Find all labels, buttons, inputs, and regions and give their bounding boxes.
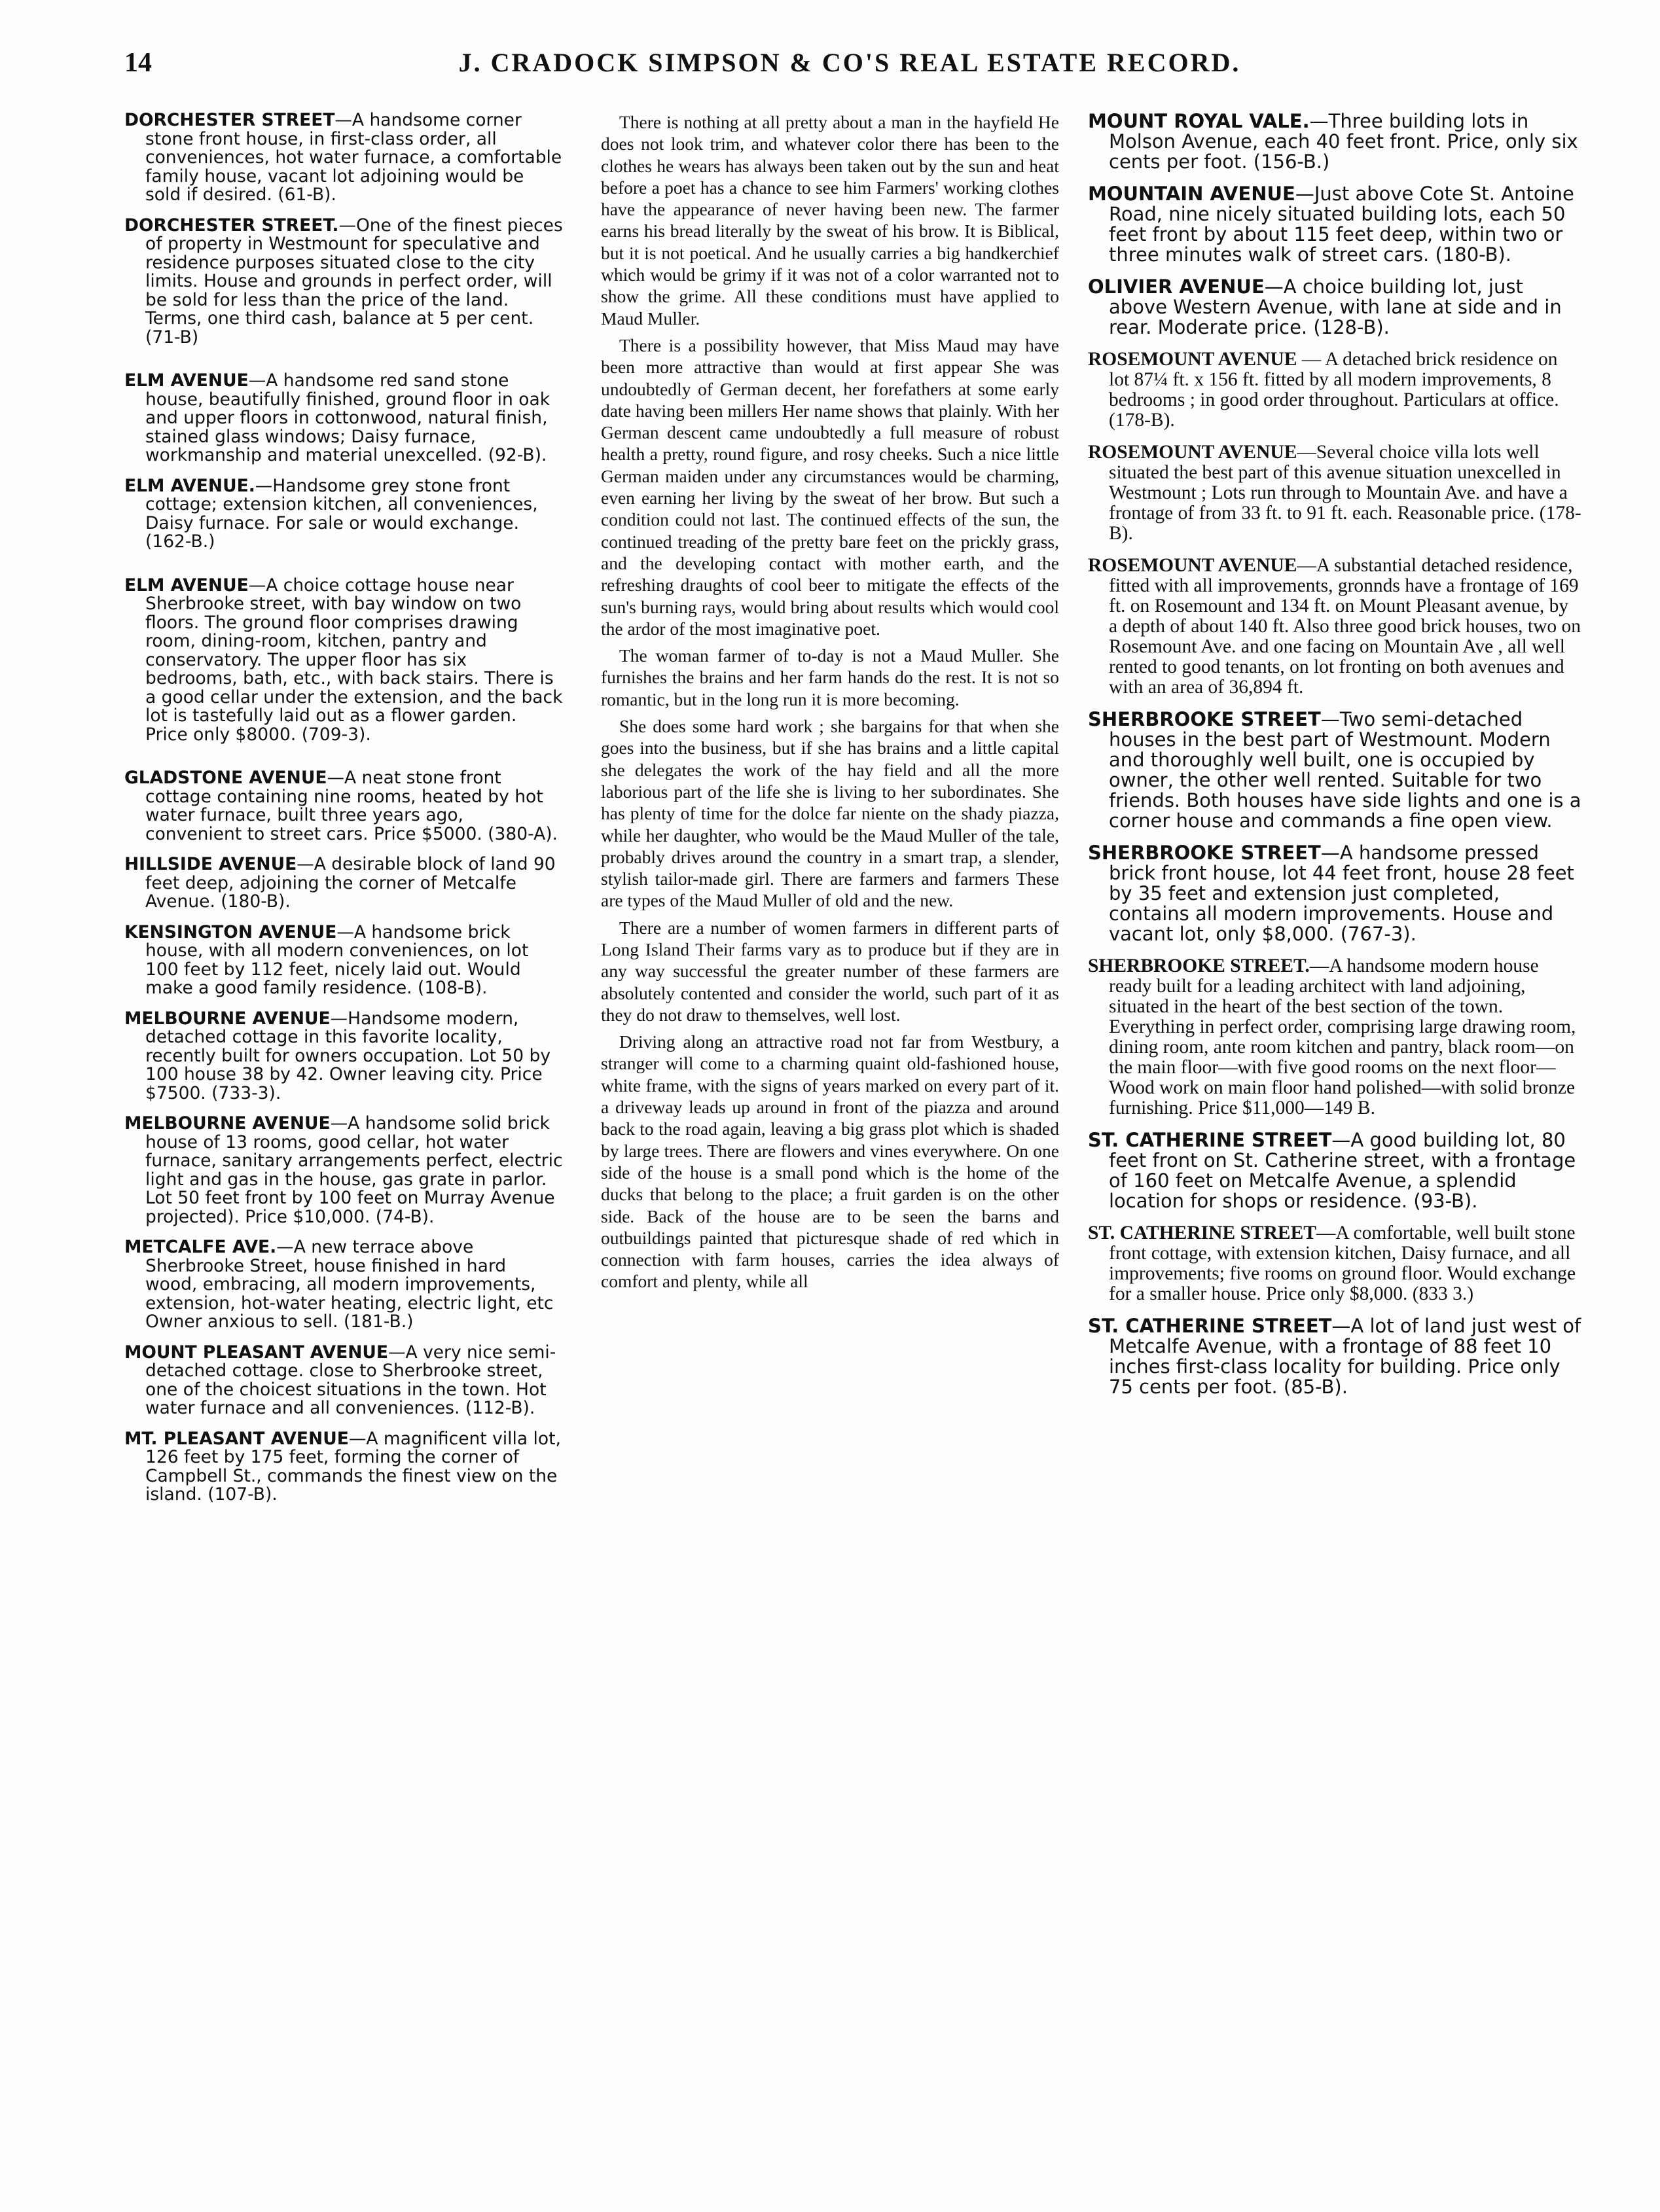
left-column: [124, 111, 563, 2173]
article-paragraph: She does some hard work ; she bargains for that when she goes into the business, but if she has brains and a little capital she delegates the work of the hay field and all the more laborious part of the life she is living to her subordinates. She has plenty of time for the dolce far niente on the shady piazza, while her daughter, who would be the Maud Muller of the tale, probably drives around the country in a smart trap, a slender, stylish tailor-made girl. There are farmers and farmers These are types of the Maud Muller of old and the new.: [601, 716, 1059, 911]
listing-street: ELM AVENUE: [124, 370, 249, 391]
listing-street: ELM AVENUE.: [124, 475, 255, 496]
article-paragraph: Driving along an attractive road not far from Westbury, a stranger will come to a charming quaint old-fashioned house, white frame, with the signs of years marked on every part of it. a driveway leads up around in front of the piazza and around back to the road again, leaving a big grass plot which is shaded by large trees. There are flowers and vines everywhere. On one side of the house is a small pond which is the home of the ducks that belong to the place; a fruit garden is on the other side. Back of the house are to be seen the barns and outbuildings painted that picturesque shade of red which in connection with farm houses, carries the idea always of comfort and plenty, while all: [601, 1031, 1059, 1292]
listing: [124, 372, 563, 465]
running-title: J. CRADOCK SIMPSON & CO'S REAL ESTATE RECORD.: [458, 48, 1241, 77]
listing: [1088, 709, 1581, 831]
listing: [124, 855, 563, 912]
article-paragraph: There are a number of women farmers in different parts of Long Island Their farms vary as to produce but if they are in any way successful the greater number of these farmers are absolutely contented and consider the world, such part of it as they do not draw to themselves, well lost.: [601, 917, 1059, 1025]
middle-column: [601, 111, 1059, 2173]
listing: [124, 1344, 563, 1418]
listing: [1088, 111, 1581, 172]
listing-street: ROSEMOUNT AVENUE: [1088, 442, 1297, 463]
listing-text: —A magnificent villa lot, 126 feet by 175 feet, forming the corner of Campbell St., commands the finest view on the island. (107-B).: [145, 1428, 561, 1505]
listing-street: ST. CATHERINE STREET: [1088, 1129, 1332, 1151]
listing-text: —A handsome modern house ready built for a leading architect with land adjoining, situated in the heart of the best section of the town. Everything in perfect order, comprising large drawing room, dining room, ante room kitchen and pantry, black room—on the main floor—with five good rooms on the next floor—Wood work on main floor hand polished—with solid bronze furnishing. Price $11,000—149 B.: [1109, 955, 1576, 1118]
listing: [1088, 349, 1581, 431]
listing-text: —A new terrace above Sherbrooke Street, house finished in hard wood, embracing, all modern improvements, extension, hot-water heating, electric light, etc Owner anxious to sell. (181-B.): [145, 1237, 554, 1332]
listing-street: MOUNT PLEASANT AVENUE: [124, 1342, 389, 1363]
listing-text: —A lot of land just west of Metcalfe Avenue, with a frontage of 88 feet 10 inches first-class locality for building. Price only 75 cents per foot. (85-B).: [1109, 1315, 1581, 1398]
listing-text: —A choice cottage house near Sherbrooke street, with bay window on two floors. The ground floor comprises drawing room, dining-room, kitchen, pantry and conservatory. The upper floor has six bedrooms, bath, etc., with back stairs. There is a good cellar under the extension, and the back lot is tastefully laid out as a flower garden. Price only $8000. (709-3).: [145, 575, 563, 745]
page-number: 14: [124, 48, 152, 78]
listing: [1088, 1316, 1581, 1397]
listing: [124, 111, 563, 205]
listing: [124, 577, 563, 745]
listing-text: —A very nice semi-detached cottage. close to Sherbrooke street, one of the choicest situations in the town. Hot water furnace and all conveniences. (112-B).: [145, 1342, 556, 1418]
listing: [1088, 843, 1581, 944]
listing-street: MELBOURNE AVENUE: [124, 1008, 331, 1029]
listing-street: ROSEMOUNT AVENUE: [1088, 555, 1297, 576]
listing-street: HILLSIDE AVENUE: [124, 854, 297, 874]
listing-street: ROSEMOUNT AVENUE: [1088, 349, 1297, 370]
listing-street: ST. CATHERINE STREET: [1088, 1315, 1332, 1337]
listing-text: —Handsome modern, detached cottage in this favorite locality, recently built for owners occupation. Lot 50 by 100 house 38 by 42. Owner leaving city. Price $7500. (733-3).: [145, 1008, 551, 1103]
listing-street: SHERBROOKE STREET: [1088, 708, 1321, 730]
listing-street: MELBOURNE AVENUE: [124, 1113, 331, 1133]
listing: [1088, 442, 1581, 544]
listing-street: ST. CATHERINE STREET: [1088, 1222, 1316, 1243]
page-header: [124, 47, 1575, 86]
listing: [124, 217, 563, 348]
listing-street: MT. PLEASANT AVENUE: [124, 1428, 349, 1449]
listing-text: —A handsome red sand stone house, beautifully finished, ground floor in oak and upper floors in cottonwood, natural finish, stained glass windows; Daisy furnace, workmanship and material unexcelled. (92-B).: [145, 370, 550, 465]
listing: [124, 1115, 563, 1226]
listing: [1088, 184, 1581, 265]
listing-street: DORCHESTER STREET.: [124, 215, 339, 236]
listing-text: —A good building lot, 80 feet front on St. Catherine street, with a frontage of 160 feet on Metcalfe Avenue, a splendid location for shops or residence. (93-B).: [1109, 1129, 1576, 1212]
listing: [1088, 1223, 1581, 1304]
listing: [124, 769, 563, 844]
article-paragraph: The woman farmer of to-day is not a Maud Muller. She furnishes the brains and her farm hands do the rest. It is not so romantic, but in the long run it is more becoming.: [601, 645, 1059, 709]
listing-text: —Just above Cote St. Antoine Road, nine nicely situated building lots, each 50 feet front by about 115 feet deep, within two or three minutes walk of street cars. (180-B).: [1109, 183, 1574, 266]
listing-text: —Several choice villa lots well situated the best part of this avenue situation unexcelled in Westmount ; Lots run through to Mountain Ave. and have a frontage of from 33 ft. to 91 ft. each. Reasonable price. (178-B).: [1109, 442, 1581, 544]
listing-text: —A handsome pressed brick front house, lot 44 feet front, house 28 feet by 35 feet and extension just completed, contains all modern improvements. House and vacant lot, only $8,000. (767-3).: [1109, 842, 1574, 945]
listing: [124, 923, 563, 998]
listing-text: —One of the finest pieces of property in Westmount for speculative and residence purposes situated close to the city limits. House and grounds in perfect order, will be sold for less than the price of the land. Terms, one third cash, balance at 5 per cent. (71-B): [145, 215, 563, 348]
listing-text: —Two semi-detached houses in the best part of Westmount. Modern and thoroughly well built, one is occupied by owner, the other well rented. Suitable for two friends. Both houses have side lights and one is a corner house and commands a fine open view.: [1109, 708, 1581, 832]
listing-street: GLADSTONE AVENUE: [124, 768, 327, 788]
listing-text: —A handsome corner stone front house, in first-class order, all conveniences, hot water furnace, a comfortable family house, vacant lot adjoining would be sold if desired. (61-B).: [145, 111, 562, 205]
listing: [1088, 556, 1581, 698]
listing-text: —A handsome brick house, with all modern conveniences, on lot 100 feet by 112 feet, nicely laid out. Would make a good family residence. (108-B).: [145, 921, 529, 998]
article-paragraph: There is nothing at all pretty about a man in the hayfield He does not look trim, and whatever color there has been to the clothes he wears has always been taken out by the sun and heat before a poet has a chance to see him Farmers' working clothes have the appearance of never having been new. The farmer earns his bread literally by the sweat of his brow. It is Biblical, but it is not poetical. And he usually carries a big handkerchief which would be grimy if it was not of a color warranted not to show the grime. All these conditions must have applied to Maud Muller.: [601, 112, 1059, 329]
listing: [124, 477, 563, 552]
listing-text: —A choice building lot, just above Western Avenue, with lane at side and in rear. Moderate price. (128-B).: [1109, 276, 1562, 338]
listing-text: —A comfortable, well built stone front cottage, with extension kitchen, Daisy furnace, and all improvements; five rooms on ground floor. Would exchange for a smaller house. Price only $8,000. (833 3.): [1109, 1222, 1576, 1304]
listing-street: DORCHESTER STREET: [124, 111, 335, 130]
listing: [1088, 1130, 1581, 1211]
listing-text: —Handsome grey stone front cottage; extension kitchen, all conveniences, Daisy furnace. For sale or would exchange. (162-B.): [145, 475, 538, 552]
article-paragraph: There is a possibility however, that Miss Maud may have been more attractive than would at first appear She was undoubtedly of German decent, her forefathers at some early date having been millers Her name shows that plainly. With her German descent came undoubtedly a full measure of robust health a pretty, round figure, and rosy cheeks. Such a nice little German maiden under any circumstances would be charming, even earning her living by the sweat of her brow. But such a condition could not last. The continued effects of the sun, the continued treading of the pretty bare feet on the prickly grass, and the developing contact with mother earth, and the refreshing draughts of cool beer to mitigate the effects of the sun's burning rays, would bring about results which would cool the ardor of the most imaginative poet.: [601, 334, 1059, 639]
listing-street: KENSINGTON AVENUE: [124, 921, 337, 942]
listing-street: METCALFE AVE.: [124, 1237, 277, 1257]
right-column: [1088, 111, 1581, 2173]
listing-text: —A desirable block of land 90 feet deep, adjoining the corner of Metcalfe Avenue. (180-B).: [145, 854, 556, 912]
listing-street: MOUNT ROYAL VALE.: [1088, 111, 1310, 132]
listing: [1088, 956, 1581, 1118]
listing: [124, 1238, 563, 1332]
listing-street: MOUNTAIN AVENUE: [1088, 183, 1295, 205]
listing-text: — A detached brick residence on lot 87¼ ft. x 156 ft. fitted by all modern improvements, 8 bedrooms ; in good order throughout. Particulars at office. (178-B).: [1109, 349, 1559, 431]
listing-street: SHERBROOKE STREET: [1088, 842, 1321, 864]
listing: [1088, 277, 1581, 338]
listing-text: —A handsome solid brick house of 13 rooms, good cellar, hot water furnace, sanitary arrangements perfect, electric light and gas in the house, gas grate in parlor. Lot 50 feet front by 100 feet on Murray Avenue projected). Price $10,000. (74-B).: [145, 1113, 563, 1227]
listing-street: OLIVIER AVENUE: [1088, 276, 1265, 298]
listing-text: —A substantial detached residence, fitted with all improvements, gronnds have a frontage of 169 ft. on Rosemount and 134 ft. on Mount Pleasant avenue, by a depth of about 140 ft. Also three good brick houses, two on Rosemount Ave. and one facing on Mountain Ave , all well rented to good tenants, on lot fronting on both avenues and with an area of 36,894 ft.: [1109, 555, 1581, 698]
listing-text: —A neat stone front cottage containing nine rooms, heated by hot water furnace, built three years ago, convenient to street cars. Price $5000. (380-A).: [145, 768, 558, 844]
listing: [124, 1430, 563, 1505]
listing-street: ELM AVENUE: [124, 575, 249, 596]
listing: [124, 1010, 563, 1103]
listing-text: —Three building lots in Molson Avenue, each 40 feet front. Price, only six cents per foot. (156-B.): [1109, 111, 1578, 173]
listing-street: SHERBROOKE STREET.: [1088, 955, 1310, 976]
